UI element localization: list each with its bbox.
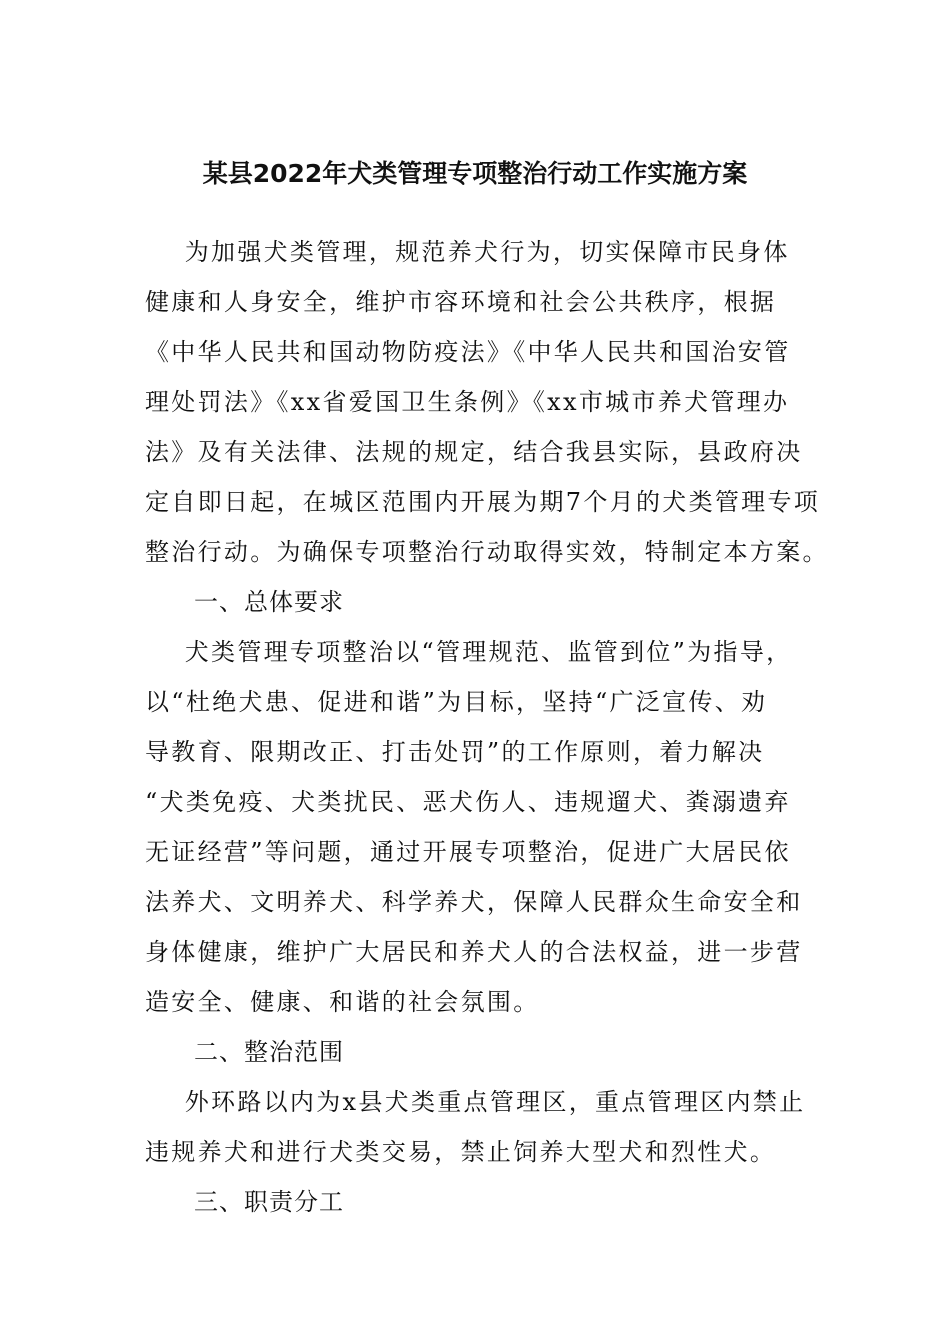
section1-line-4: “犬类免疫、犬类扰民、恶犬伤人、违规遛犬、粪溺遗弃 — [145, 788, 791, 816]
section2-line-2: 违规养犬和进行犬类交易，禁止饲养大型犬和烈性犬。 — [145, 1138, 777, 1166]
section1-line-7: 身体健康，维护广大居民和养犬人的合法权益，进一步营 — [145, 938, 803, 966]
section2-line-1: 外环路以内为x县犬类重点管理区，重点管理区内禁止 — [145, 1088, 806, 1116]
section-heading-scope: 二、整治范围 — [194, 1038, 344, 1066]
intro-line-5: 法》及有关法律、法规的规定，结合我县实际，县政府决 — [145, 438, 803, 466]
section-heading-general-requirements: 一、总体要求 — [194, 588, 344, 616]
document-title: 某县2022年犬类管理专项整治行动工作实施方案 — [202, 159, 748, 188]
intro-line-7: 整治行动。为确保专项整治行动取得实效，特制定本方案。 — [145, 538, 829, 566]
section1-line-8: 造安全、健康、和谐的社会氛围。 — [145, 988, 540, 1016]
intro-line-4: 理处罚法》《xx省爱国卫生条例》《xx市城市养犬管理办 — [145, 388, 790, 416]
section1-line-6: 法养犬、文明养犬、科学养犬，保障人民群众生命安全和 — [145, 888, 803, 916]
intro-line-1: 为加强犬类管理，规范养犬行为，切实保障市民身体 — [145, 238, 790, 266]
section1-line-2: 以“杜绝犬患、促进和谐”为目标，坚持“广泛宣传、劝 — [145, 688, 768, 716]
section1-line-5: 无证经营”等问题，通过开展专项整治，促进广大居民依 — [145, 838, 791, 866]
intro-line-2: 健康和人身安全，维护市容环境和社会公共秩序，根据 — [145, 288, 777, 316]
section1-line-1: 犬类管理专项整治以“管理规范、监管到位”为指导， — [145, 638, 793, 666]
intro-line-6: 定自即日起，在城区范围内开展为期7个月的犬类管理专项 — [145, 488, 821, 516]
section1-line-3: 导教育、限期改正、打击处罚”的工作原则，着力解决 — [145, 738, 765, 766]
section-heading-responsibilities: 三、职责分工 — [194, 1188, 344, 1216]
intro-line-3: 《中华人民共和国动物防疫法》《中华人民共和国治安管 — [145, 338, 791, 366]
